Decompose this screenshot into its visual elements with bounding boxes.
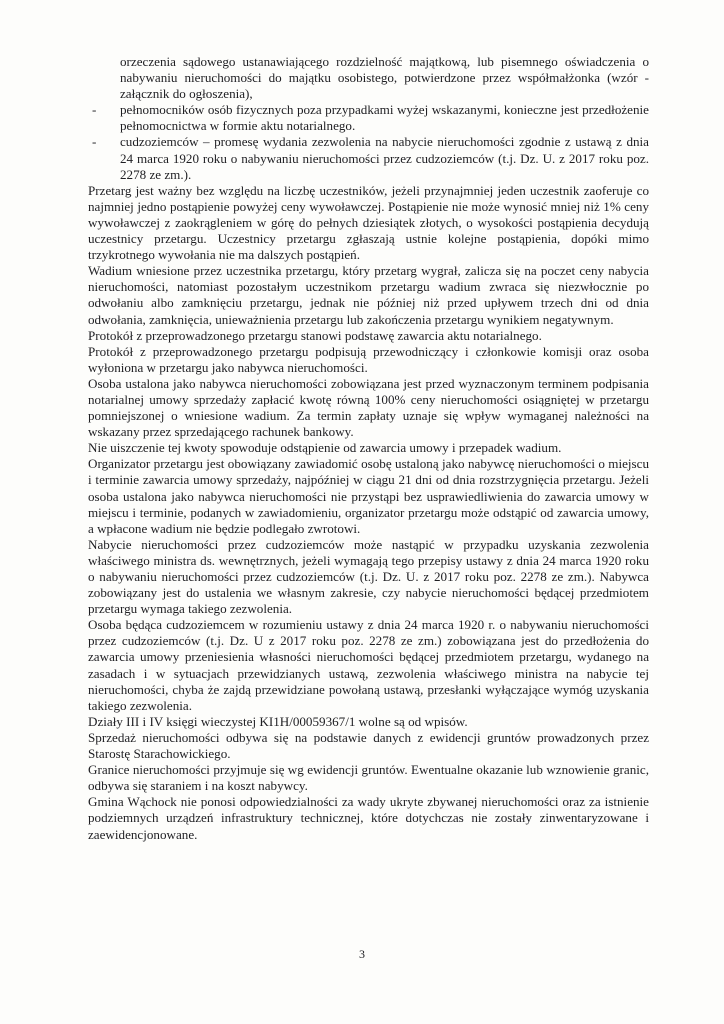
document-body bbox=[88, 54, 649, 843]
paragraph-liability: Gmina Wąchock nie ponosi odpowiedzialności za wady ukryte zbywanej nieruchomości oraz za istnienie podziemnych urządzeń infrastruktury technicznej, które dotychczas nie zostały zinwentaryzowane i zaewidencjonowane. bbox=[88, 794, 649, 842]
bullet-item bbox=[88, 102, 649, 134]
continuation-text: orzeczenia sądowego ustanawiającego rozdzielność majątkową, lub pisemnego oświadczenia o nabywaniu nieruchomości do majątku osobistego, potwierdzone przez współmałżonka (wzór - załącznik do ogłoszenia), bbox=[120, 54, 649, 102]
page-number: 3 bbox=[359, 947, 365, 961]
paragraph-protocol-basis: Protokół z przeprowadzonego przetargu stanowi podstawę zawarcia aktu notarialnego. bbox=[88, 327, 542, 343]
paragraph-payment: Osoba ustalona jako nabywca nieruchomości zobowiązana jest przed wyznaczonym terminem podpisania notarialnej umowy sprzedaży zapłacić kwotę równą 100% ceny nieruchomości osiągniętej w przetargu pomniejszonej o wniesione wadium. Za termin zapłaty uznaje się wpływ wymaganej należności na wskazany przez sprzedającego rachunek bankowy. bbox=[88, 375, 649, 440]
paragraph-foreigners: Nabycie nieruchomości przez cudzoziemców może nastąpić w przypadku uzyskania zezwolenia właściwego ministra ds. wewnętrznych, jeżeli wymagają tego przepisy ustawy z dnia 24 marca 1920 roku o nabywaniu nieruchomości przez cudzoziemców (t.j. Dz. U. z 2017 roku poz. 2278 ze zm.). Nabywca zobowiązany jest do ustalenia we własnym zakresie, czy nabycie nieruchomości będącej przedmiotem przetargu wymaga takiego zezwolenia. bbox=[88, 536, 649, 617]
bullet-mark: - bbox=[92, 134, 97, 150]
bullet-text: pełnomocników osób fizycznych poza przypadkami wyżej wskazanymi, konieczne jest przedłożenie pełnomocnictwa w formie aktu notarialnego. bbox=[120, 102, 649, 134]
paragraph-sale-basis: Sprzedaż nieruchomości odbywa się na podstawie danych z ewidencji gruntów prowadzonych przez Starostę Starachowickiego. bbox=[88, 729, 649, 762]
paragraph-nonpayment: Nie uiszczenie tej kwoty spowoduje odstąpienie od zawarcia umowy i przepadek wadium. bbox=[88, 440, 562, 456]
paragraph-boundaries: Granice nieruchomości przyjmuje się wg ewidencji gruntów. Ewentualne okazanie lub wznowienie granic, odbywa się staraniem i na koszt nabywcy. bbox=[88, 762, 649, 794]
bullet-mark: - bbox=[92, 102, 97, 118]
paragraph-protocol-signing: Protokół z przeprowadzonego przetargu podpisują przewodniczący i członkowie komisji oraz osoba wyłoniona w przetargu jako nabywca nieruchomości. bbox=[88, 343, 649, 375]
paragraph-wadium: Wadium wniesione przez uczestnika przetargu, który przetarg wygrał, zalicza się na poczet ceny nabycia nieruchomości, natomiast pozostałym uczestnikom przetargu wadium zwraca się niezwłocznie po odwołaniu albo zamknięciu przetargu, jednak nie później niż przed upływem trzech dni od dnia odwołania, zamknięcia, unieważnienia przetargu lub zakończenia przetargu wynikiem negatywnym. bbox=[88, 263, 649, 327]
paragraph-notification: Organizator przetargu jest obowiązany zawiadomić osobę ustaloną jako nabywcę nieruchomości o miejscu i terminie zawarcia umowy sprzedaży, najpóźniej w ciągu 21 dni od dnia rozstrzygnięcia przetargu. Jeżeli osoba ustalona jako nabywca nieruchomości nie przystąpi bez usprawiedliwienia do zawarcia umowy w miejscu i terminie, podanych w zawiadomieniu, organizator przetargu może odstąpić od zawarcia umowy, a wpłacone wadium nie będzie podlegało zwrotowi. bbox=[88, 456, 649, 536]
paragraph-land-register: Działy III i IV księgi wieczystej KI1H/00059367/1 wolne są od wpisów. bbox=[88, 713, 468, 729]
paragraph-foreigner-permit: Osoba będąca cudzoziemcem w rozumieniu ustawy z dnia 24 marca 1920 r. o nabywaniu nieruchomości przez cudzoziemców (t.j. Dz. U z 2017 roku poz. 2278 ze zm.) zobowiązana jest do przedłożenia do zawarcia umowy przeniesienia własności nieruchomości będącej przedmiotem przetargu, wydanego na zasadach i w sytuacjach przewidzianych ustawą, zezwolenia właściwego ministra na nabycie tej nieruchomości, chyba że zajdą przewidziane powołaną ustawą, przesłanki wyłączające wymóg uzyskania takiego zezwolenia. bbox=[88, 617, 649, 713]
bullet-item bbox=[88, 134, 649, 182]
paragraph-validity: Przetarg jest ważny bez względu na liczbę uczestników, jeżeli przynajmniej jeden uczestnik zaoferuje co najmniej jedno postąpienie powyżej ceny wywoławczej. Postąpienie nie może wynosić mniej niż 1% ceny wywoławczej z zaokrągleniem w górę do pełnych dziesiątek złotych, o wysokości postąpienia decydują uczestnicy przetargu. Uczestnicy przetargu zgłaszają ustnie kolejne postąpienia, dopóki mimo trzykrotnego wywołania nie ma dalszych postąpień. bbox=[88, 182, 649, 263]
bullet-text: cudzoziemców – promesę wydania zezwolenia na nabycie nieruchomości zgodnie z ustawą z dnia 24 marca 1920 roku o nabywaniu nieruchomości przez cudzoziemców (t.j. Dz. U. z 2017 roku poz. 2278 ze zm.). bbox=[120, 134, 649, 182]
